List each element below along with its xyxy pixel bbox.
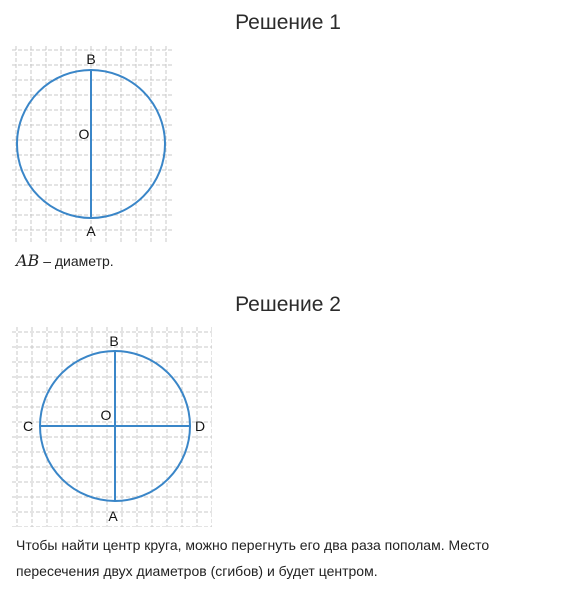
solution-1-title: Решение 1: [235, 11, 341, 34]
point-d-label: D: [194, 418, 206, 434]
grid: [12, 46, 174, 242]
diagram-solution-1: [12, 46, 174, 242]
caption-solution-1: [16, 251, 114, 270]
solution-2-title: Решение 2: [235, 293, 341, 316]
point-b-label: B: [109, 333, 119, 349]
point-o-label: O: [78, 126, 90, 142]
solution-2-description: Чтобы найти центр круга, можно перегнуть его два раза пополам. Место пересечения двух диаметров (сгибов) и будет центром.: [16, 537, 490, 579]
caption-math: AB: [16, 251, 40, 270]
point-b-label: B: [86, 51, 96, 67]
point-o-label: O: [100, 407, 112, 423]
caption-text: – диаметр.: [39, 253, 114, 269]
point-c-label: C: [22, 418, 34, 434]
point-a-label: A: [86, 223, 96, 239]
diagram-solution-2: [12, 327, 212, 527]
point-a-label: A: [108, 508, 118, 524]
